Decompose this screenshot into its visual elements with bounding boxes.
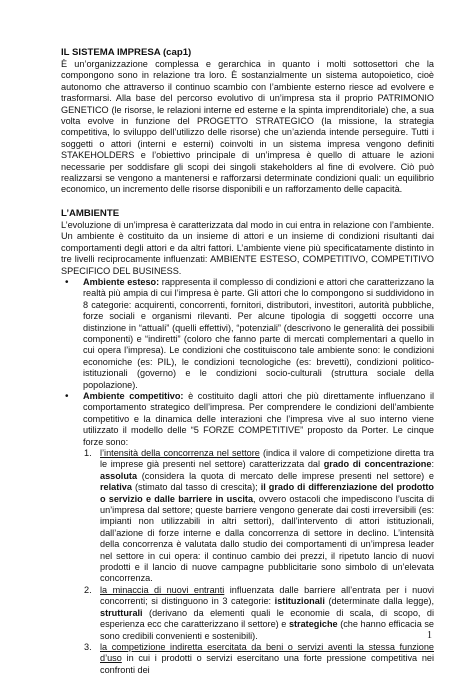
page-number: 1 xyxy=(427,630,432,641)
force-text: (che hanno efficacia se sono credibili convenienti e sostenibili). xyxy=(100,619,434,641)
bullet-text: rappresenta il complesso di condizioni e attori che caratterizzano la realtà più ampia di cui l’impresa è parte. Gli attori che lo compongono si suddividono in 8 categorie: acquirenti, concorrenti, fornitori, distributori, investitori, autorità pubbliche, forze sociali e organismi rilevanti. Per alcune tipologia di soggetti occorre una distinzione in “attuali” (quelli effettivi), “potenziali” (descrivono le generalità dei possibili componenti) e “indiretti” (coloro che fanno parte di mercati complementari a quello in cui opera l’impresa). Le condizioni che costituiscono tale ambiente sono: le condizioni economiche (es: PIL), le condizioni tecnologiche (es: brevetti), condizioni politico-istituzionali (governo) e le condizioni socio-culturali (struttura sociale della popolazione). xyxy=(83,276,434,390)
force-bold: il grado di differenziazione del prodotto o servizio e dalle barriere in uscita xyxy=(100,482,435,504)
bullet-label: Ambiente esteso: xyxy=(83,276,160,287)
bullet-label: Ambiente competitivo: xyxy=(83,390,184,401)
force-title: la competizione indiretta esercitata da beni o servizi aventi la stessa funzione d’uso xyxy=(100,641,434,664)
force-text: (determinate dalla legge), xyxy=(324,596,435,607)
force-bold: grado di concentrazione xyxy=(323,459,432,470)
bullet-text: è costituito dagli attori che più direttamente influenzano il comportamento strategico dell’impresa. Per comprendere le condizioni dell’ambiente competitivo e la dinamica delle interazioni che l’impresa vive al suo interno viene utilizzato il modello delle “5 FORZE COMPETITIVE” proposto da Porter. Le cinque forze sono: xyxy=(83,390,435,447)
list-item-force-1 xyxy=(83,448,434,585)
paragraph-sistema-impresa: È un’organizzazione complessa e gerarchica in quanto i molti sottosettori che la compongono sono in relazione tra loro. È sostanzialmente un sistema autopoietico, cioè autonomo che attraverso il continuo scambio con l’ambiente esterno riesce ad evolvere e trasformarsi. Alla base del percorso evolutivo di un’impresa sta il proprio PATRIMONIO GENETICO (le risorse, le relazioni interne ed esterne e la spinta imprenditoriale) che, a sua volta evolve in funzione del PROGETTO STRATEGICO (la missione, la strategia competitiva, lo sviluppo dell’utilizzo delle risorse) che un’azienda intende perseguire. Tutti i soggetti o attori (interni e esterni) coinvolti in un sistema impresa vengono definiti STAKEHOLDERS e l’obiettivo principale di un’impresa è quello di attuare le azioni necessarie per soddisfare gli scopi dei singoli stakeholders al fine di evolvere. Ciò può realizzarsi se vengono a mantenersi e rafforzarsi determinate condizioni quali: un equilibrio economico, un incremento delle risorse disponibili e un rafforzamento delle capacità. xyxy=(61,59,434,195)
force-text: (stimato dal tasso di crescita); xyxy=(131,482,261,493)
force-bold: relativa xyxy=(100,482,132,493)
force-text: , ovvero ostacoli che impediscono l’uscita di un’impresa dal settore; queste barriere vengono generate dai costi irreversibili (es: impianti non utilizzabili in altri settori), dall’intervento di attori istituzionali, dall’azione di forze interne e dalla concorrenza di settore in declino. L’intensità della concorrenza è valutata dallo studio dei comportamenti di un’impresa leader nel settore in cui opera: il continuo cambio dei prezzi, il ripetuto lancio di nuovi prodotti e il lancio di nuove campagne pubblicitarie sono simbolo di un’elevata concorrenza. xyxy=(100,493,434,584)
force-text: in cui i prodotti o servizi esercitano una forte pressione competitiva nei confronti dei xyxy=(100,653,434,675)
ambiente-bullet-list xyxy=(61,277,434,676)
force-title: l’intensità della concorrenza nel settore xyxy=(100,448,260,458)
force-bold: assoluta xyxy=(100,470,138,481)
list-item-ambiente-competitivo xyxy=(61,391,434,676)
force-text: influenzata dalle barriere all’entrata per i nuovi concorrenti; si distinguono in 3 categorie: xyxy=(100,584,434,607)
section-title-sistema-impresa: IL SISTEMA IMPRESA (cap1) xyxy=(61,47,192,58)
force-bold: strutturali xyxy=(100,607,143,618)
force-text: (derivano da elementi quali le economie di scala, di scopo, di esperienza ecc che caratterizzano il settore) e xyxy=(100,607,434,630)
force-bold: istituzionali xyxy=(274,596,325,607)
spacer xyxy=(61,196,434,208)
force-text: (indica il valore di competizione diretta tra le imprese già presenti nel settore) caratterizzata dal xyxy=(100,448,434,470)
list-number: 2. xyxy=(84,584,92,595)
list-item-force-2 xyxy=(83,585,434,642)
list-number: 3. xyxy=(84,641,92,652)
list-item-ambiente-esteso xyxy=(61,277,434,391)
section-title-ambiente: L’AMBIENTE xyxy=(61,207,120,219)
five-forces-list xyxy=(83,448,434,676)
force-title: la minaccia di nuovi entranti xyxy=(100,584,225,595)
document-content xyxy=(61,47,434,676)
force-bold: strategiche xyxy=(288,619,338,630)
force-text: (considera la quota di mercato delle imprese presenti nel settore) e xyxy=(137,470,434,481)
paragraph-ambiente: L’evoluzione di un’impresa è caratterizzata dal modo in cui entra in relazione con l’ambiente. Un ambiente è costituito da un insieme di attori e un insieme di condizioni risultanti dai comportamenti degli attori e da altri fattori. L’ambiente viene più specificatamente distinto in tre livelli reciprocamente influenzati: AMBIENTE ESTESO, COMPETITIVO, COMPETITIVO SPECIFICO DEL BUSINESS. xyxy=(61,219,434,276)
list-number: 1. xyxy=(84,448,92,458)
list-item-force-3 xyxy=(83,642,434,676)
force-text: : xyxy=(431,459,434,470)
